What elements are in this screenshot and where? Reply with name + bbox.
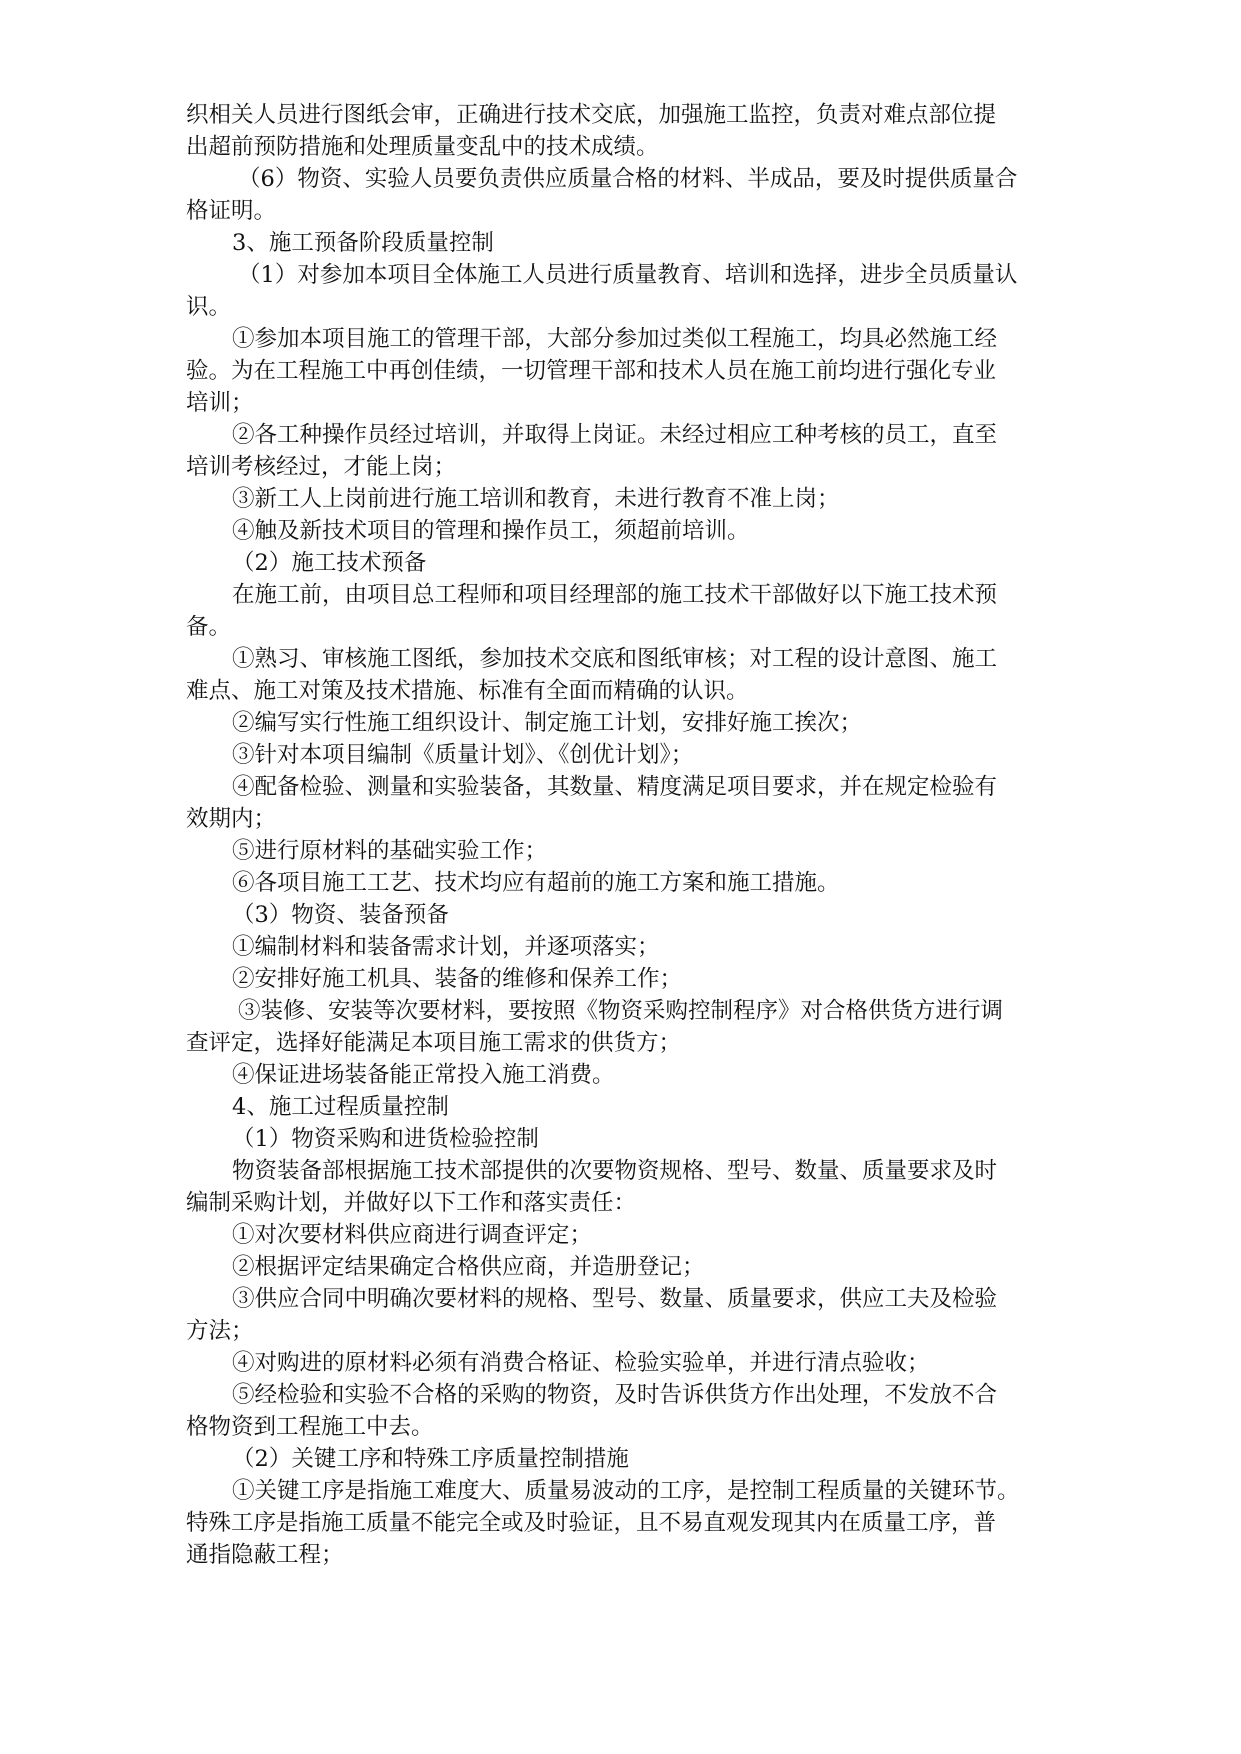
text-line: ⑤进行原材料的基础实验工作； xyxy=(232,838,548,864)
text-line: 难点、施工对策及技术措施、标准有全面而精确的认识。 xyxy=(186,678,749,704)
text-line: ④保证进场装备能正常投入施工消费。 xyxy=(232,1062,615,1088)
text-line: 识。 xyxy=(186,294,232,320)
text-line: 验。为在工程施工中再创佳绩，一切管理干部和技术人员在施工前均进行强化专业 xyxy=(186,358,997,384)
text-line: ④对购进的原材料必须有消费合格证、检验实验单，并进行清点验收； xyxy=(232,1350,930,1376)
text-line: ②编写实行性施工组织设计、制定施工计划，安排好施工挨次； xyxy=(232,710,863,736)
text-line: ③针对本项目编制《质量计划》、《创优计划》； xyxy=(232,742,694,768)
text-line: 出超前预防措施和处理质量变乱中的技术成绩。 xyxy=(186,134,659,160)
text-line: ①对次要材料供应商进行调查评定； xyxy=(232,1222,593,1248)
text-line: 培训考核经过，才能上岗； xyxy=(186,454,457,480)
text-line: 格证明。 xyxy=(186,198,277,224)
text-line: 编制采购计划，并做好以下工作和落实责任： xyxy=(186,1190,637,1216)
text-line: 培训； xyxy=(186,390,254,416)
subsection-heading: （2）施工技术预备 xyxy=(232,550,427,576)
text-line: 效期内； xyxy=(186,806,277,832)
text-line: 查评定，选择好能满足本项目施工需求的供货方； xyxy=(186,1030,682,1056)
text-line: 织相关人员进行图纸会审，正确进行技术交底，加强施工监控，负责对难点部位提 xyxy=(186,102,997,128)
text-line: ②安排好施工机具、装备的维修和保养工作； xyxy=(232,966,683,992)
text-line: ①编制材料和装备需求计划，并逐项落实； xyxy=(232,934,660,960)
text-line: 格物资到工程施工中去。 xyxy=(186,1414,434,1440)
text-line: ②各工种操作员经过培训，并取得上岗证。未经过相应工种考核的员工，直至 xyxy=(232,422,998,448)
text-line: 物资装备部根据施工技术部提供的次要物资规格、型号、数量、质量要求及时 xyxy=(232,1158,998,1184)
text-line: ①关键工序是指施工难度大、质量易波动的工序，是控制工程质量的关键环节。 xyxy=(232,1478,1020,1504)
text-line: 在施工前，由项目总工程师和项目经理部的施工技术干部做好以下施工技术预 xyxy=(232,582,998,608)
text-line: ①熟习、审核施工图纸，参加技术交底和图纸审核；对工程的设计意图、施工 xyxy=(232,646,998,672)
section-heading: 4、施工过程质量控制 xyxy=(232,1094,449,1120)
text-line: （1）对参加本项目全体施工人员进行质量教育、培训和选择，进步全员质量认 xyxy=(238,262,1018,288)
text-line: ④配备检验、测量和实验装备，其数量、精度满足项目要求，并在规定检验有 xyxy=(232,774,998,800)
text-line: ③新工人上岗前进行施工培训和教育，未进行教育不准上岗； xyxy=(232,486,840,512)
text-line: ⑤经检验和实验不合格的采购的物资，及时告诉供货方作出处理，不发放不合 xyxy=(232,1382,998,1408)
subsection-heading: （1）物资采购和进货检验控制 xyxy=(232,1126,539,1152)
text-line: 特殊工序是指施工质量不能完全或及时验证，且不易直观发现其内在质量工序，普 xyxy=(186,1510,997,1536)
text-line: 备。 xyxy=(186,614,232,640)
text-line: 通指隐蔽工程； xyxy=(186,1542,344,1568)
subsection-heading: （3）物资、装备预备 xyxy=(232,902,449,928)
text-line: ③供应合同中明确次要材料的规格、型号、数量、质量要求，供应工夫及检验 xyxy=(232,1286,998,1312)
text-line: ①参加本项目施工的管理干部，大部分参加过类似工程施工，均具必然施工经 xyxy=(232,326,998,352)
section-heading: 3、施工预备阶段质量控制 xyxy=(232,230,494,256)
text-line: （6）物资、实验人员要负责供应质量合格的材料、半成品，要及时提供质量合 xyxy=(238,166,1018,192)
subsection-heading: （2）关键工序和特殊工序质量控制措施 xyxy=(232,1446,629,1472)
text-line: ⑥各项目施工工艺、技术均应有超前的施工方案和施工措施。 xyxy=(232,870,840,896)
text-line: ②根据评定结果确定合格供应商，并造册登记； xyxy=(232,1254,705,1280)
text-line: 方法； xyxy=(186,1318,254,1344)
text-line: ④触及新技术项目的管理和操作员工，须超前培训。 xyxy=(232,518,750,544)
text-line: ③装修、安装等次要材料，要按照《物资采购控制程序》对合格供货方进行调 xyxy=(238,998,1004,1024)
